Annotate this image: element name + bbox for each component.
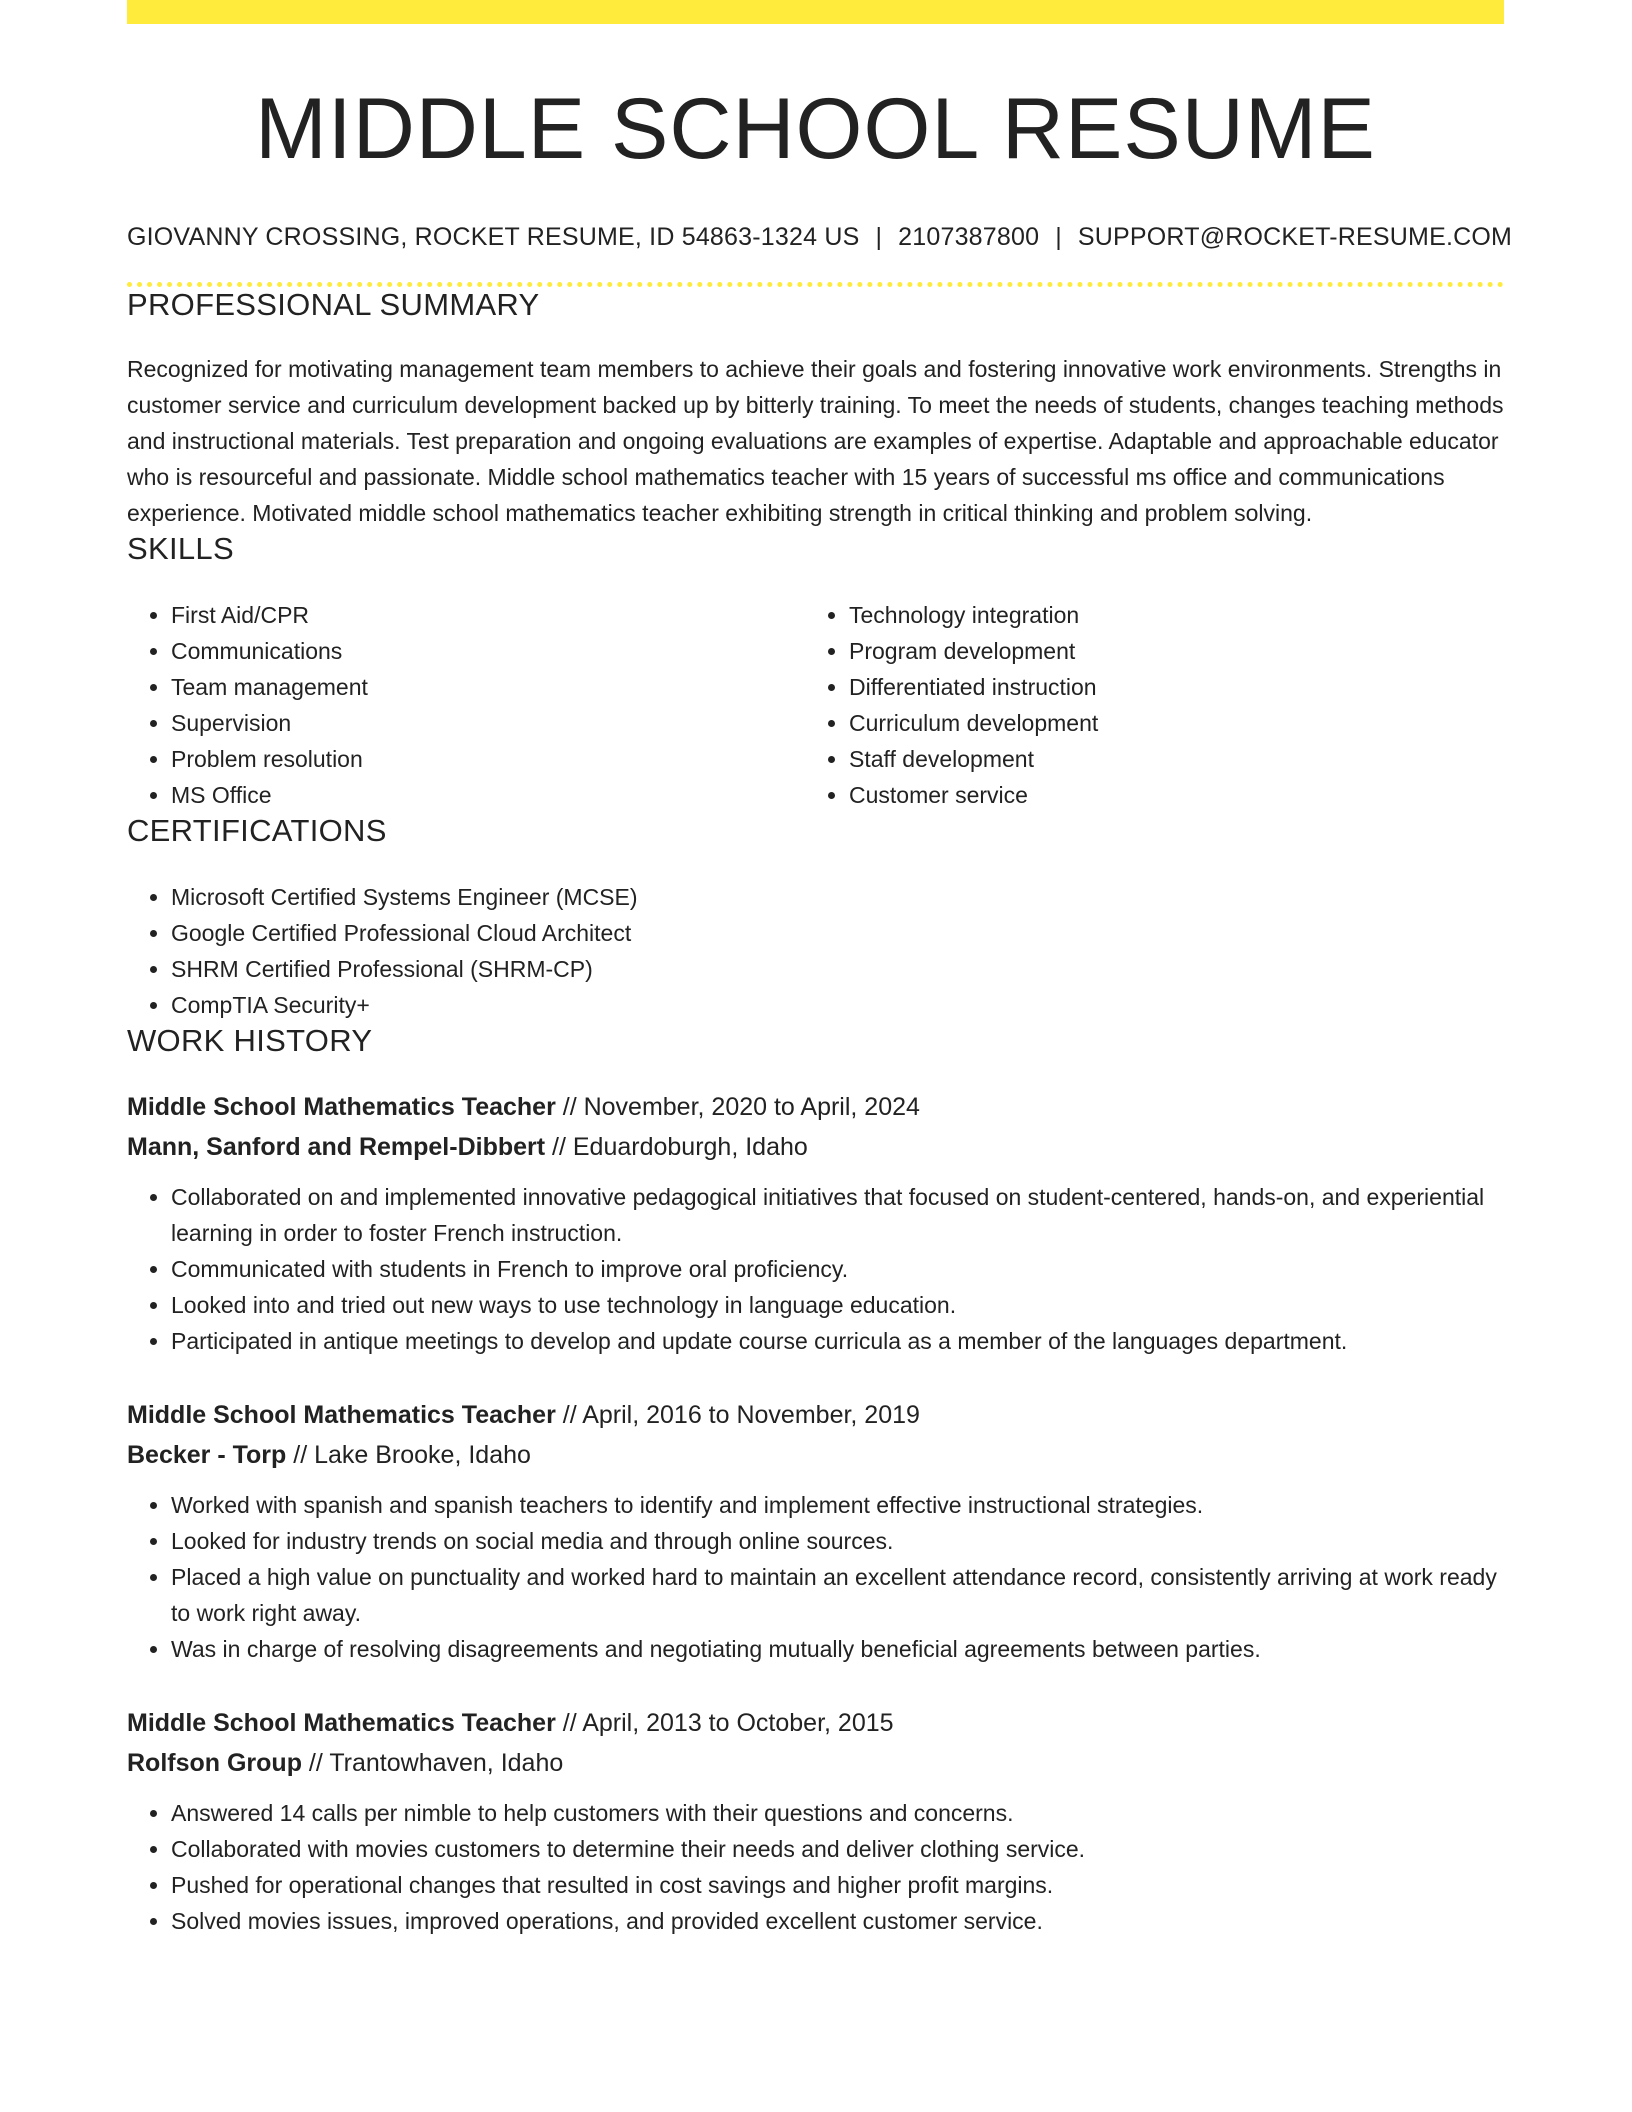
skill-item: • Problem resolution [171,741,805,777]
job-bullet: • Collaborated with movies customers to determine their needs and deliver clothing service. [171,1831,1504,1867]
job-bullet: • Was in charge of resolving disagreements and negotiating mutually beneficial agreements between parties. [171,1631,1504,1667]
job-location: // Trantowhaven, Idaho [301,1748,564,1777]
job-company: Mann, Sanford and Rempel-Dibbert [127,1132,546,1161]
summary-heading: PROFESSIONAL SUMMARY [127,286,540,322]
certification-item: • Microsoft Certified Systems Engineer (MCSE) [171,879,1504,915]
job-bullets [127,1795,1504,1939]
job-entry [127,1703,1504,1939]
summary-text: Recognized for motivating management team members to achieve their goals and fostering innovative work environments. Strengths in customer service and curriculum development backed up by bitterly training. To meet the needs of students, changes teaching methods and instructional materials. Test preparation and ongoing evaluations are examples of expertise. Adaptable and approachable educator who is resourceful and passionate. Middle school mathematics teacher with 15 years of successful ms office and communications experience. Motivated middle school mathematics teacher exhibiting strength in critical thinking and problem solving. [127,355,1504,526]
skill-item: • Customer service [849,777,1483,813]
job-company: Becker - Torp [127,1440,287,1469]
skill-item: • Differentiated instruction [849,669,1483,705]
skill-item: • Curriculum development [849,705,1483,741]
top-accent-bar [127,0,1504,24]
certification-item: • CompTIA Security+ [171,987,1504,1023]
job-company: Rolfson Group [127,1748,302,1777]
certification-item: • SHRM Certified Professional (SHRM-CP) [171,951,1504,987]
job-bullet: • Worked with spanish and spanish teachers to identify and implement effective instructional strategies. [171,1487,1504,1523]
contact-line [127,222,1513,252]
skill-item: • MS Office [171,777,805,813]
job-bullet: • Looked for industry trends on social media and through online sources. [171,1523,1504,1559]
job-bullet: • Solved movies issues, improved operations, and provided excellent customer service. [171,1903,1504,1939]
skill-item: • Technology integration [849,597,1483,633]
contact-address: GIOVANNY CROSSING, ROCKET RESUME, ID 54863-1324 US [127,222,860,251]
skills-list-right [805,597,1483,813]
job-dates: // April, 2016 to November, 2019 [555,1400,920,1429]
job-bullet: • Communicated with students in French to improve oral proficiency. [171,1251,1504,1287]
job-title: Middle School Mathematics Teacher [127,1400,556,1429]
skill-item: • First Aid/CPR [171,597,805,633]
skills-column-right [805,597,1483,813]
job-bullet: • Looked into and tried out new ways to use technology in language education. [171,1287,1504,1323]
skills-heading: SKILLS [127,530,234,566]
resume-page [127,0,1513,1939]
work-history-heading: WORK HISTORY [127,1022,373,1058]
job-title-line [127,1087,1504,1127]
skill-item: • Communications [171,633,805,669]
contact-separator: | [1055,222,1062,251]
job-title: Middle School Mathematics Teacher [127,1092,556,1121]
job-title-line [127,1703,1504,1743]
job-bullet: • Participated in antique meetings to develop and update course curricula as a member of the languages department. [171,1323,1504,1359]
skills-list-left [127,597,805,813]
skill-item: • Program development [849,633,1483,669]
job-company-line [127,1127,1504,1167]
job-bullet: • Collaborated on and implemented innovative pedagogical initiatives that focused on student-centered, hands-on, and experiential learning in order to foster French instruction. [171,1179,1504,1251]
job-dates: // April, 2013 to October, 2015 [555,1708,894,1737]
skill-item: • Supervision [171,705,805,741]
contact-phone[interactable]: 2107387800 [898,222,1040,251]
skills-column-left [127,597,805,813]
certifications-list [127,879,1504,1023]
certifications-heading: CERTIFICATIONS [127,812,387,848]
job-location: // Eduardoburgh, Idaho [545,1132,808,1161]
job-bullet: • Answered 14 calls per nimble to help customers with their questions and concerns. [171,1795,1504,1831]
job-company-line [127,1743,1504,1783]
skill-item: • Team management [171,669,805,705]
job-entry [127,1395,1504,1667]
job-entry [127,1087,1504,1359]
job-bullet: • Pushed for operational changes that resulted in cost savings and higher profit margins. [171,1867,1504,1903]
job-title: Middle School Mathematics Teacher [127,1708,556,1737]
contact-separator: | [875,222,883,251]
job-bullet: • Placed a high value on punctuality and worked hard to maintain an excellent attendance record, consistently arriving at work ready to work right away. [171,1559,1504,1631]
skills-grid [127,597,1504,813]
job-title-line [127,1395,1504,1435]
job-location: // Lake Brooke, Idaho [286,1440,531,1469]
job-company-line [127,1435,1504,1475]
certification-item: • Google Certified Professional Cloud Architect [171,915,1504,951]
job-bullets [127,1487,1504,1667]
skill-item: • Staff development [849,741,1483,777]
contact-email[interactable]: SUPPORT@ROCKET-RESUME.COM [1077,222,1513,251]
job-bullets [127,1179,1504,1359]
job-dates: // November, 2020 to April, 2024 [555,1092,920,1121]
resume-title: MIDDLE SCHOOL RESUME [255,81,1376,177]
